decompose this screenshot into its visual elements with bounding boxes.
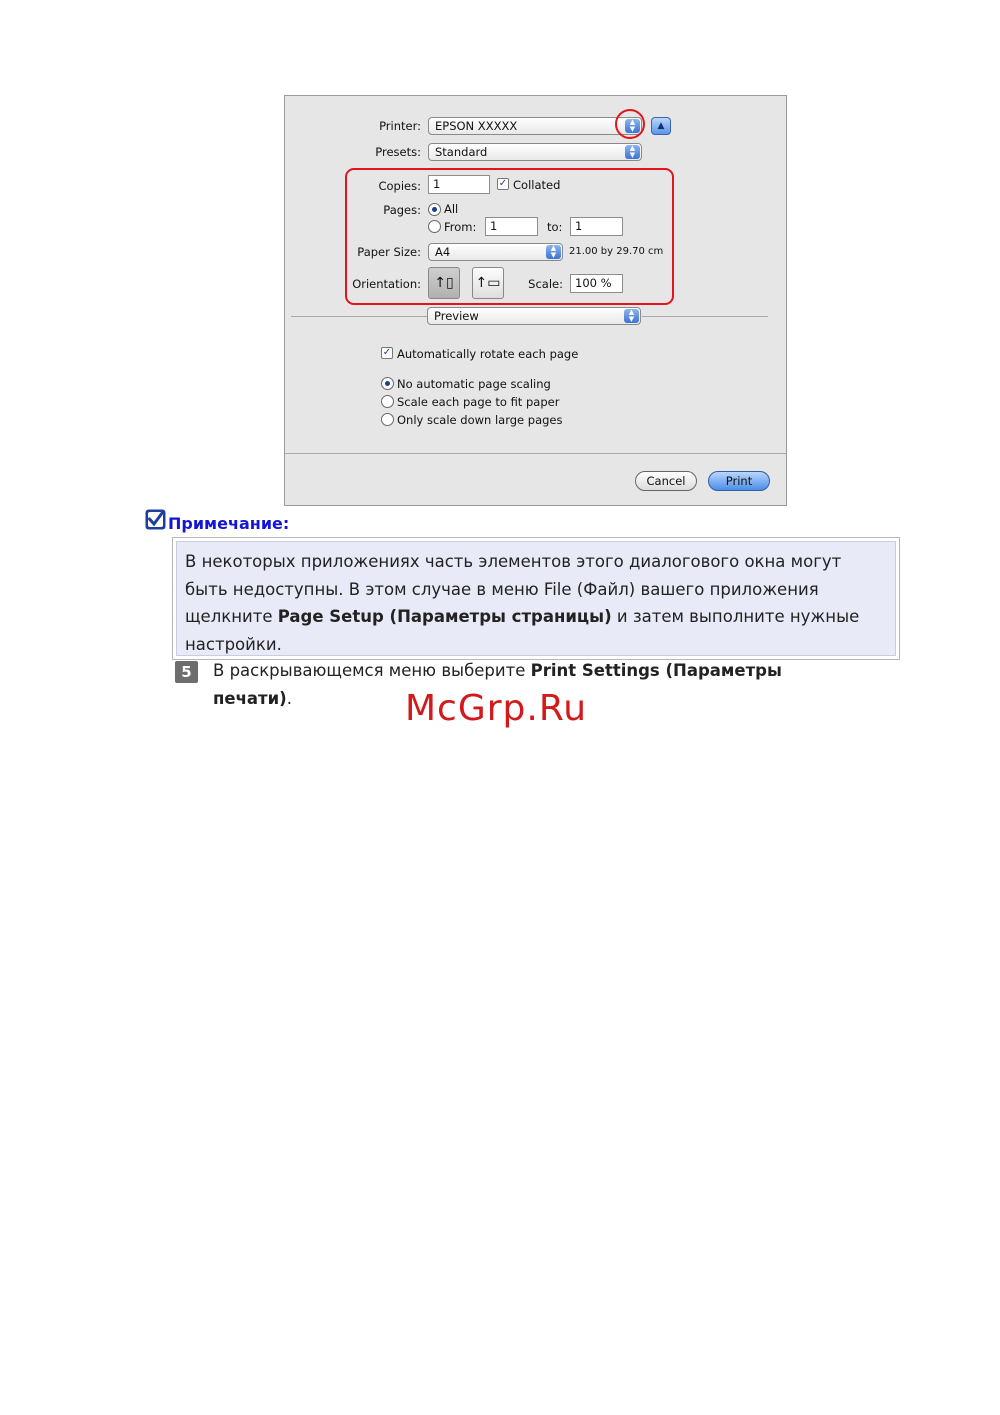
paper-size-label: Paper Size: [357,245,421,259]
pages-to-label: to: [547,220,563,234]
scaling-radio-fit[interactable] [381,395,394,408]
collated-checkbox[interactable]: ✓ [498,178,508,189]
presets-value: Standard [435,145,488,159]
scaling-option-label: Scale each page to fit paper [397,395,560,409]
presets-popup[interactable] [428,143,642,161]
pages-label: Pages: [383,203,421,217]
popup-arrows-icon: ▲ ▼ [625,119,640,133]
copies-field[interactable] [428,175,490,194]
note-text-bold: Page Setup (Параметры страницы) [277,607,612,626]
orientation-label: Orientation: [352,277,421,291]
triangle-up-icon: ▲ [657,121,665,131]
note-text-part: В некоторых приложениях часть элементов этого диалогового окна могут быть недоступны. В этом случае в меню File (Файл) вашего приложения щелкните [185,552,842,626]
note-check-icon [145,509,166,530]
scaling-radio-none[interactable] [381,377,394,390]
pages-from-value: 1 [490,219,498,233]
note-box [172,537,900,660]
step-text-part: . [286,689,292,708]
section-popup-value: Preview [434,309,479,323]
printer-value: EPSON XXXXX [435,119,518,133]
footer-separator [285,453,786,454]
paper-size-popup[interactable] [428,243,563,261]
popup-arrows-icon: ▲ ▼ [624,309,639,323]
copies-label: Copies: [378,179,421,193]
print-button[interactable]: Print [708,471,770,491]
note-title: Примечание: [168,514,290,533]
pages-from-radio[interactable] [428,220,441,233]
popup-arrows-icon: ▲ ▼ [625,145,640,159]
step-text-part: В раскрывающемся меню выберите [213,661,531,680]
orientation-portrait-button[interactable] [428,267,460,299]
paper-size-value: A4 [435,245,451,259]
step-number: 5 [175,661,198,683]
collated-label: Collated [513,178,561,192]
popup-arrows-icon: ▲ ▼ [546,245,561,259]
orientation-landscape-button[interactable] [472,267,504,299]
presets-label: Presets: [375,145,421,159]
section-popup[interactable] [427,307,641,325]
copies-value: 1 [433,177,441,191]
scaling-radio-down[interactable] [381,413,394,426]
note-text-part: и затем выполните нужные настройки. [185,607,860,654]
separator-line [291,316,427,317]
scale-value: 100 % [575,276,612,290]
scaling-option-label: Only scale down large pages [397,413,563,427]
pages-from-label: From: [444,220,477,234]
disclosure-button[interactable] [651,117,671,135]
printer-label: Printer: [379,119,421,133]
watermark: McGrp.Ru [405,688,588,729]
scaling-option-label: No automatic page scaling [397,377,551,391]
pages-from-field[interactable] [485,217,538,236]
step-text-bold: Print Settings (Параметры печати) [213,661,782,708]
auto-rotate-checkbox[interactable]: ✓ [382,347,392,358]
printer-popup[interactable] [428,117,642,135]
pages-to-value: 1 [575,219,583,233]
landscape-icon: ↑▭ [475,275,501,291]
highlight-circle [615,109,645,139]
cancel-button[interactable]: Cancel [635,471,697,491]
auto-rotate-label: Automatically rotate each page [397,347,579,361]
pages-to-field[interactable] [570,217,623,236]
print-dialog [284,95,787,506]
paper-size-dims: 21.00 by 29.70 cm [569,246,664,257]
separator-line [642,316,768,317]
portrait-icon: ↑▯ [434,275,454,291]
scale-field[interactable] [570,274,623,293]
pages-all-radio[interactable] [428,203,441,216]
note-text [176,541,896,656]
scale-label: Scale: [528,277,563,291]
pages-all-label: All [444,202,459,216]
